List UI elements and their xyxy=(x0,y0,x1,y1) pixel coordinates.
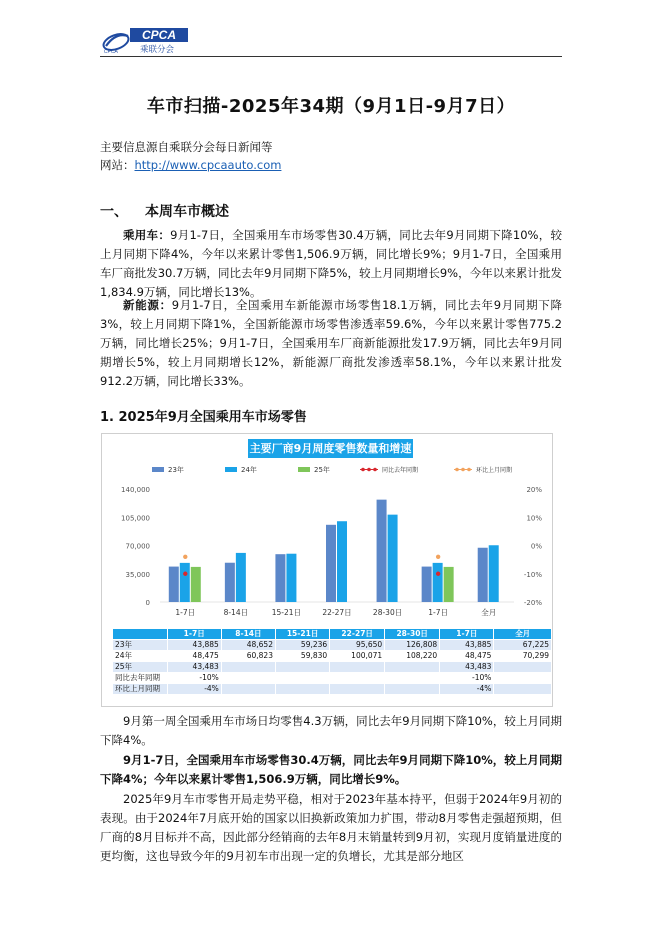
table-row xyxy=(113,662,552,673)
y-right-tick: -20% xyxy=(523,599,542,607)
source-line: 主要信息源自乘联分会每日新闻等 xyxy=(100,140,273,154)
table-cell xyxy=(494,662,552,673)
table-cell xyxy=(330,662,385,673)
table-cell: 59,236 xyxy=(275,640,329,651)
table-header-cell: 28-30日 xyxy=(385,629,440,640)
table-row xyxy=(113,673,552,684)
table-cell: -10% xyxy=(440,673,494,684)
table-cell: 48,475 xyxy=(440,651,494,662)
table-header-cell: 1-7日 xyxy=(167,629,221,640)
website-link[interactable]: http://www.cpcaauto.com xyxy=(134,158,282,172)
legend-label-line-1: 环比上月同期 xyxy=(476,467,513,474)
legend-label-23年: 23年 xyxy=(168,466,184,474)
legend-label-line-0: 同比去年同期 xyxy=(382,467,419,474)
weekly-retail-chart xyxy=(101,433,553,707)
table-cell: 43,885 xyxy=(440,640,494,651)
bar-23年-3 xyxy=(326,525,336,602)
after-chart-p3: 2025年9月车市零售开局走势平稳，相对于2023年基本持平，但弱于2024年9月初的表现。由于2024年7月底开始的国家以旧换新政策加力扩围，带动8月零售走强超预期，但厂商的8月目标并不高，因此部分经销商的去年8月末销量转到9月初，实现月度销量进度的更均衡，这也导致今年的9月初车市出现一定的负增长，尤其是部分地区 xyxy=(100,792,562,863)
bar-23年-6 xyxy=(478,548,488,602)
bar-24年-2 xyxy=(286,554,296,602)
y-left-tick: 70,000 xyxy=(125,542,150,551)
subsection-heading: 1. 2025年9月全国乘用车市场零售 xyxy=(100,410,307,425)
table-header-cell: 15-21日 xyxy=(275,629,329,640)
table-header-cell: 8-14日 xyxy=(221,629,275,640)
bar-23年-1 xyxy=(225,563,235,602)
table-cell xyxy=(221,684,275,695)
table-cell: 60,823 xyxy=(221,651,275,662)
table-cell xyxy=(221,673,275,684)
table-row xyxy=(113,640,552,651)
bar-24年-4 xyxy=(388,515,398,602)
point-0-5 xyxy=(436,572,440,576)
y-left-tick: 105,000 xyxy=(121,514,150,523)
table-header-cell: 22-27日 xyxy=(330,629,385,640)
table-cell: 同比去年同期 xyxy=(113,673,168,684)
table-cell: 108,220 xyxy=(385,651,440,662)
after-chart-p1: 9月第一周全国乘用车市场日均零售4.3万辆，同比去年9月同期下降10%，较上月同期下降4%。 xyxy=(100,714,562,747)
bar-25年-5 xyxy=(444,567,454,602)
bar-23年-5 xyxy=(422,567,432,602)
table-cell xyxy=(385,662,440,673)
table-header-cell: 全月 xyxy=(494,629,552,640)
nev-text: 9月1-7日，全国乘用车新能源市场零售18.1万辆，同比去年9月同期下降3%，较上月同期下降1%，全国新能源市场零售渗透率59.6%，今年以来累计零售775.2万辆，同比增长25%；9月1-7日，全国乘用车厂商新能源批发17.9万辆，同比去年9月同期增长5%，较上月同期增长12%，新能源厂商批发渗透率58.1%，今年以来累计批发912.2万辆，同比增长33%。 xyxy=(100,298,562,388)
chart-data-table xyxy=(112,628,552,695)
table-cell: 67,225 xyxy=(494,640,552,651)
y-right-tick: 0% xyxy=(530,542,542,551)
bar-24年-0 xyxy=(180,563,190,602)
bar-23年-0 xyxy=(169,567,179,602)
table-row xyxy=(113,651,552,662)
table-cell: 43,483 xyxy=(440,662,494,673)
legend-dot-b-1 xyxy=(461,468,465,472)
y-right-tick: -10% xyxy=(523,570,542,579)
bar-24年-6 xyxy=(489,545,499,602)
legend-label-24年: 24年 xyxy=(241,466,257,474)
nev-paragraph xyxy=(100,296,562,391)
after-chart-p2: 9月1-7日，全国乘用车市场零售30.4万辆，同比去年9月同期下降10%，较上月同期下降4%；今年以来累计零售1,506.9万辆，同比增长9%。 xyxy=(100,753,562,786)
legend-dot-c-1 xyxy=(467,468,471,472)
svg-text:CPCA: CPCA xyxy=(104,49,118,54)
table-cell xyxy=(330,673,385,684)
point-1-5 xyxy=(436,555,440,559)
nev-label: 新能源： xyxy=(123,298,172,312)
table-cell: 70,299 xyxy=(494,651,552,662)
cpca-logo-mark xyxy=(102,26,197,54)
legend-swatch-23年 xyxy=(152,467,164,472)
table-cell xyxy=(494,684,552,695)
website-line xyxy=(100,156,281,174)
x-tick-label: 1-7日 xyxy=(428,608,449,617)
table-cell xyxy=(385,684,440,695)
svg-text:乘联分会: 乘联分会 xyxy=(140,45,175,54)
legend-dot-b-0 xyxy=(367,468,371,472)
passenger-car-text: 9月1-7日，全国乘用车市场零售30.4万辆，同比去年9月同期下降10%，较上月同期下降4%，今年以来累计零售1,506.9万辆，同比增长9%；9月1-7日，全国乘用车厂商批发30.7万辆，同比去年9月同期下降5%，较上月同期增长9%，今年以来累计批发1,834.9万辆，同比增长13%。 xyxy=(100,228,562,299)
x-tick-label: 1-7日 xyxy=(175,608,196,617)
x-tick-label: 全月 xyxy=(481,608,497,617)
website-label: 网站： xyxy=(100,158,135,172)
y-left-tick: 35,000 xyxy=(125,570,150,579)
table-cell: 126,808 xyxy=(385,640,440,651)
svg-text:CPCA: CPCA xyxy=(141,28,177,42)
legend-dot-a-0 xyxy=(361,468,365,472)
bar-24年-3 xyxy=(337,521,347,602)
x-tick-label: 8-14日 xyxy=(223,608,249,617)
table-cell: 24年 xyxy=(113,651,168,662)
bar-23年-4 xyxy=(377,500,387,602)
x-tick-label: 22-27日 xyxy=(322,608,352,617)
table-cell: 环比上月同期 xyxy=(113,684,168,695)
table-header-cell xyxy=(113,629,168,640)
page-title: 车市扫描-2025年34期（9月1日-9月7日） xyxy=(146,96,516,117)
legend-swatch-25年 xyxy=(298,467,310,472)
table-cell: 25年 xyxy=(113,662,168,673)
header-rule xyxy=(100,56,562,57)
table-row xyxy=(113,684,552,695)
legend-dot-a-1 xyxy=(455,468,459,472)
y-left-tick: 140,000 xyxy=(121,486,150,494)
x-tick-label: 28-30日 xyxy=(372,608,403,617)
table-cell: 48,652 xyxy=(221,640,275,651)
cpca-logo xyxy=(102,26,197,54)
table-header-cell: 1-7日 xyxy=(440,629,494,640)
y-right-tick: 20% xyxy=(526,486,542,494)
passenger-car-paragraph xyxy=(100,226,562,302)
table-cell: -4% xyxy=(167,684,221,695)
table-cell xyxy=(221,662,275,673)
table-header-row xyxy=(113,629,552,640)
section-heading xyxy=(100,201,229,221)
table-cell: 95,650 xyxy=(330,640,385,651)
table-cell xyxy=(275,673,329,684)
chart-canvas xyxy=(102,434,552,626)
y-left-tick: 0 xyxy=(145,599,150,607)
table-cell xyxy=(385,673,440,684)
table-cell xyxy=(275,662,329,673)
section-number: 一、 xyxy=(100,204,128,220)
legend-label-25年: 25年 xyxy=(314,466,330,474)
x-tick-label: 15-21日 xyxy=(271,608,302,617)
table-cell: -10% xyxy=(167,673,221,684)
chart-title: 主要厂商9月周度零售数量和增速 xyxy=(248,439,413,458)
table-cell xyxy=(330,684,385,695)
passenger-car-label: 乘用车： xyxy=(123,228,171,242)
table-cell: 59,830 xyxy=(275,651,329,662)
table-cell: 48,475 xyxy=(167,651,221,662)
table-cell xyxy=(494,673,552,684)
legend-swatch-24年 xyxy=(225,467,237,472)
table-cell: 100,071 xyxy=(330,651,385,662)
source-info xyxy=(100,138,281,174)
point-0-0 xyxy=(183,572,187,576)
bar-23年-2 xyxy=(275,554,285,602)
table-cell: -4% xyxy=(440,684,494,695)
bar-25年-0 xyxy=(191,567,201,602)
table-cell: 43,483 xyxy=(167,662,221,673)
legend-dot-c-0 xyxy=(373,468,377,472)
y-right-tick: 10% xyxy=(526,514,542,523)
table-cell: 23年 xyxy=(113,640,168,651)
table-cell: 43,885 xyxy=(167,640,221,651)
section-title: 本周车市概述 xyxy=(145,204,229,220)
bar-24年-1 xyxy=(236,553,246,602)
point-1-0 xyxy=(183,555,187,559)
bar-24年-5 xyxy=(433,563,443,602)
table-cell xyxy=(275,684,329,695)
